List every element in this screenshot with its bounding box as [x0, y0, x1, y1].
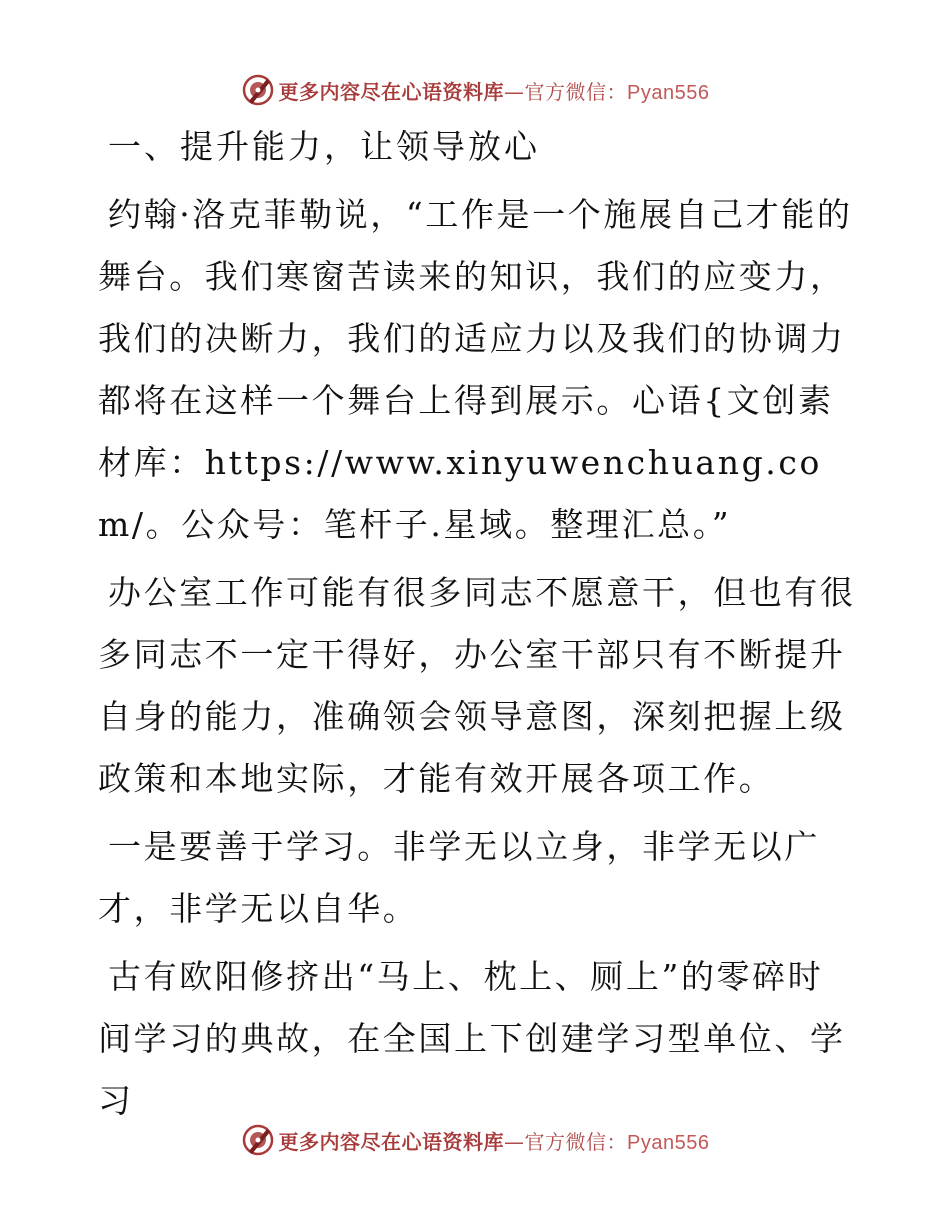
paragraph-learning: 一是要善于学习。非学无以立身，非学无以广才，非学无以自华。: [98, 827, 820, 928]
section-heading: 一、提升能力，让领导放心: [108, 127, 540, 166]
header-watermark-banner: [0, 70, 950, 110]
pen-logo-icon: [241, 1123, 275, 1157]
pen-logo-icon: [241, 73, 275, 107]
watermark-text: 更多内容尽在心语资料库—官方微信：Pyan556: [278, 79, 710, 104]
paragraph-office-work: 办公室工作可能有很多同志不愿意干，但也有很多同志不一定干得好，办公室干部只有不断提升自身的能力，准确领会领导意图，深刻把握上级政策和本地实际，才能有效开展各项工作。: [98, 573, 856, 798]
document-body: [98, 118, 858, 1138]
paragraph-ouyang-xiu: 古有欧阳修挤出“马上、枕上、厕上”的零碎时间学习的典故，在全国上下创建学习型单位、学习: [98, 957, 846, 1120]
watermark-text: 更多内容尽在心语资料库—官方微信：Pyan556: [278, 1129, 710, 1154]
paragraph-quote: 约翰·洛克菲勒说，“工作是一个施展自己才能的舞台。我们寒窗苦读来的知识，我们的应变力，我们的决断力，我们的适应力以及我们的协调力都将在这样一个舞台上得到展示。心语{文创素材库：https://www.xinyuwenchuang.com/。公众号：笔杆子.星域。整理汇总。”: [98, 195, 853, 544]
footer-watermark-banner: [0, 1120, 950, 1160]
